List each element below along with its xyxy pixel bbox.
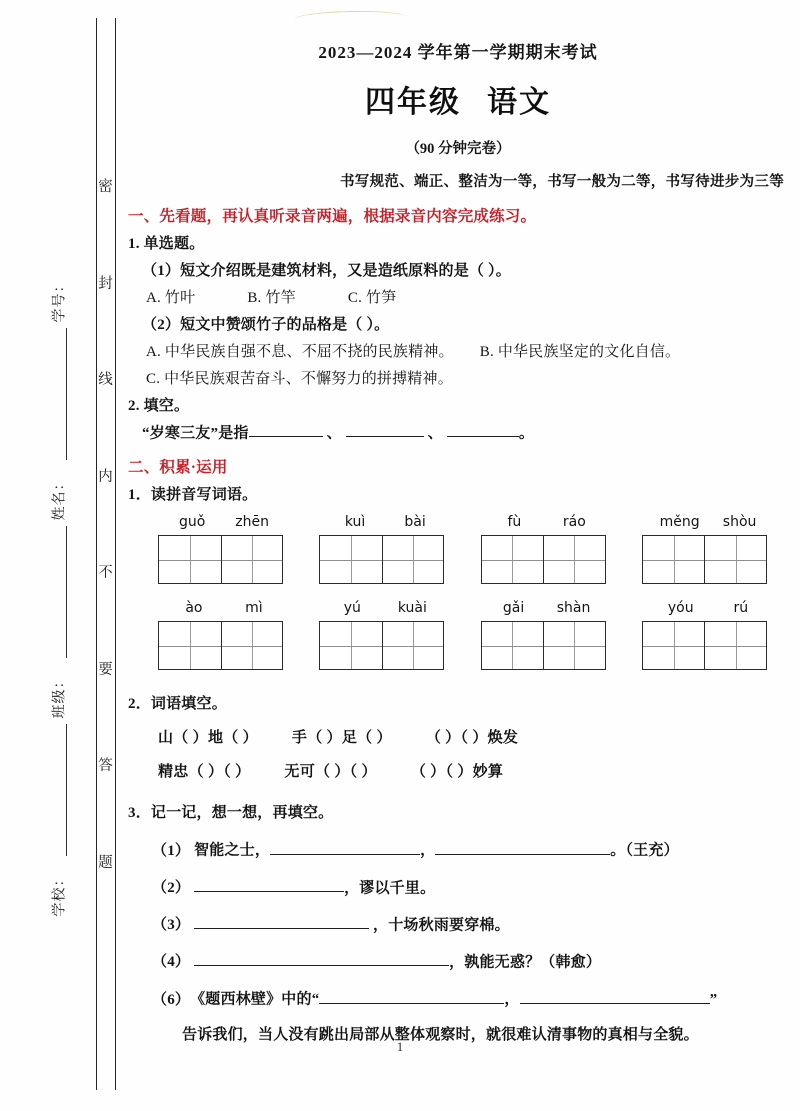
student-school-label: 学校： <box>52 871 68 917</box>
grid-cell[interactable] <box>382 536 444 583</box>
question-2-title: 2. 填空。 <box>128 398 190 414</box>
pinyin-syllable: měng <box>659 514 700 531</box>
question-2-prefix: “岁寒三友”是指 <box>142 425 249 442</box>
answer-blank[interactable] <box>319 987 504 1003</box>
section-two-heading: 二、积累·运用 <box>128 459 228 477</box>
student-class-field[interactable] <box>36 666 86 726</box>
grid-cell[interactable] <box>482 536 544 583</box>
pinyin-row <box>128 600 788 670</box>
pinyin-label <box>158 514 290 530</box>
pinyin-syllable: guǒ <box>178 514 206 531</box>
grid-cell[interactable] <box>543 622 605 669</box>
idiom-row <box>158 760 788 781</box>
grid-cell[interactable] <box>159 622 221 669</box>
character-grid[interactable] <box>481 621 606 670</box>
option-c[interactable]: C. 竹笋 <box>347 290 397 306</box>
fill-in-item <box>152 987 788 1008</box>
grid-cell[interactable] <box>482 622 544 669</box>
seal-char: 密 <box>98 179 113 195</box>
answer-blank[interactable] <box>447 421 519 437</box>
grid-cell[interactable] <box>320 622 382 669</box>
pinyin-syllable: bài <box>404 514 426 531</box>
section-two-question-2-title: 2．词语填空。 <box>128 696 227 713</box>
pinyin-label <box>481 600 613 616</box>
seal-char: 封 <box>98 275 113 292</box>
pinyin-syllable: zhēn <box>235 514 269 531</box>
seal-char: 不 <box>98 565 113 581</box>
pinyin-syllable: ráo <box>562 514 586 531</box>
answer-blank[interactable] <box>194 876 344 892</box>
item-text-after: 。（王充） <box>610 842 679 859</box>
question-2-stem <box>142 421 788 442</box>
pinyin-label <box>158 600 290 616</box>
item-text-before: 智能之士， <box>194 842 271 859</box>
idiom-item[interactable]: 无可（ ）（ ） <box>284 764 377 781</box>
section-two-question-3-title: 3．记一记，想一想，再填空。 <box>128 805 334 822</box>
character-grid[interactable] <box>481 535 606 584</box>
answer-blank[interactable] <box>194 913 369 929</box>
character-grid[interactable] <box>158 535 283 584</box>
student-name-field[interactable] <box>36 468 86 528</box>
grid-cell[interactable] <box>221 622 283 669</box>
option-a[interactable]: A. 中华民族自强不息、不屈不挠的民族精神。 <box>146 344 454 360</box>
section-two-question-1-title: 1．读拼音写词语。 <box>128 487 258 504</box>
duration-note: （90 分钟完卷） <box>405 141 511 157</box>
item-text-mid: ， <box>420 842 436 859</box>
answer-blank[interactable] <box>520 987 710 1003</box>
item-text-after: ，十场秋雨要穿棉。 <box>373 917 510 934</box>
seal-char: 答 <box>98 758 113 774</box>
seal-line-inner <box>115 18 116 1090</box>
handwriting-grading-note: 书写规范、端正、整洁为一等，书写一般为二等，书写待进步为三等 <box>340 174 784 190</box>
seal-char: 题 <box>98 854 113 871</box>
pinyin-item <box>319 600 451 670</box>
item-number: （1） <box>152 842 191 859</box>
character-grid[interactable] <box>319 621 444 670</box>
student-school-field[interactable] <box>36 864 86 924</box>
pinyin-syllable: rú <box>733 600 749 617</box>
pinyin-item <box>481 600 613 670</box>
pinyin-item <box>481 514 613 584</box>
pinyin-syllable: kuài <box>397 600 427 617</box>
student-id-writing-line[interactable] <box>66 328 67 460</box>
pinyin-row <box>128 514 788 584</box>
grid-cell[interactable] <box>221 536 283 583</box>
answer-blank[interactable] <box>346 421 424 437</box>
item-number: （2） <box>152 879 191 896</box>
seal-char: 要 <box>98 661 113 678</box>
item-text-after: ，孰能无惑？（韩愈） <box>449 954 602 971</box>
option-b[interactable]: B. 竹竿 <box>247 290 296 306</box>
pinyin-item <box>642 514 774 584</box>
closing-sentence: 告诉我们，当人没有跳出局部从整体观察时，就很难认清事物的真相与全貌。 <box>182 1026 699 1043</box>
question-1-2-options-row1 <box>146 340 788 361</box>
pinyin-item <box>319 514 451 584</box>
character-grid[interactable] <box>642 535 767 584</box>
student-name-writing-line[interactable] <box>66 526 67 658</box>
fill-in-item <box>152 913 788 934</box>
grid-cell[interactable] <box>543 536 605 583</box>
pinyin-syllable: shòu <box>722 514 757 531</box>
grade-label: 四年级 <box>365 86 461 119</box>
character-grid[interactable] <box>642 621 767 670</box>
pinyin-writing-exercise <box>128 514 788 670</box>
student-class-label: 班级： <box>52 673 68 719</box>
pinyin-label <box>642 514 774 530</box>
option-a[interactable]: A. 竹叶 <box>146 290 196 306</box>
student-id-label: 学号： <box>52 277 68 323</box>
item-number: （3） <box>152 917 191 934</box>
answer-blank[interactable] <box>249 421 323 437</box>
idiom-item[interactable]: 精忠（ ）（ ） <box>158 764 251 781</box>
exam-year-line: 2023—2024 学年第一学期期末考试 <box>318 43 598 62</box>
section-one-heading: 一、先看题，再认真听录音两遍，根据录音内容完成练习。 <box>128 208 537 225</box>
character-grid[interactable] <box>158 621 283 670</box>
idiom-item[interactable]: （ ）（ ）焕发 <box>425 730 519 747</box>
separator: 、 <box>326 425 342 442</box>
pinyin-item <box>158 600 290 670</box>
exam-content <box>128 0 788 1111</box>
subject-label: 语文 <box>487 86 551 119</box>
grid-cell[interactable] <box>643 536 705 583</box>
question-1-title: 1. 单选题。 <box>128 236 205 252</box>
answer-blank[interactable] <box>435 838 610 854</box>
item-text-after: ” <box>709 991 718 1008</box>
option-b[interactable]: B. 中华民族坚定的文化自信。 <box>479 344 681 360</box>
option-c[interactable]: C. 中华民族艰苦奋斗、不懈努力的拼搏精神。 <box>146 371 453 387</box>
question-1-1-stem: （1）短文介绍既是建筑材料，又是造纸原料的是（ ）。 <box>142 263 511 279</box>
item-text-before: 《题西林壁》中的“ <box>190 991 320 1008</box>
grid-cell[interactable] <box>159 536 221 583</box>
fill-in-item <box>152 950 788 971</box>
pinyin-label <box>642 600 774 616</box>
pinyin-syllable: fù <box>507 514 522 531</box>
item-number: （6） <box>152 991 191 1008</box>
pinyin-label <box>319 514 451 530</box>
question-1-2-options-row2 <box>146 367 788 388</box>
pinyin-item <box>642 600 774 670</box>
item-text-after: ，谬以千里。 <box>344 879 436 896</box>
student-name-label: 姓名： <box>52 475 68 521</box>
pinyin-syllable: shàn <box>556 600 591 617</box>
student-class-writing-line[interactable] <box>66 724 67 856</box>
item-text-mid: ， <box>504 991 520 1008</box>
pinyin-syllable: ào <box>185 600 203 617</box>
page-title <box>128 77 788 121</box>
pinyin-label <box>319 600 451 616</box>
idiom-item[interactable]: 手（ ）足（ ） <box>291 730 392 747</box>
seal-line-text <box>96 180 115 870</box>
pinyin-syllable: yóu <box>667 600 694 617</box>
grid-cell[interactable] <box>643 622 705 669</box>
pinyin-syllable: kuì <box>344 514 366 531</box>
pinyin-label <box>481 514 613 530</box>
grid-cell[interactable] <box>704 622 766 669</box>
student-id-field[interactable] <box>36 270 86 330</box>
grid-cell[interactable] <box>704 536 766 583</box>
answer-blank[interactable] <box>194 950 449 966</box>
answer-blank[interactable] <box>270 838 420 854</box>
seal-char: 线 <box>98 372 113 388</box>
idiom-row <box>158 726 788 747</box>
question-1-2-stem: （2）短文中赞颂竹子的品格是（ ）。 <box>142 317 390 333</box>
idiom-item[interactable]: 山（ ）地（ ） <box>158 730 258 747</box>
page-number: 1 <box>396 1040 404 1054</box>
pinyin-item <box>158 514 290 584</box>
idiom-item[interactable]: （ ）（ ）妙算 <box>410 764 504 781</box>
separator: 、 <box>427 425 443 442</box>
question-1-1-options <box>146 286 788 307</box>
item-number: （4） <box>152 954 191 971</box>
pinyin-syllable: gǎi <box>502 600 525 617</box>
character-grid[interactable] <box>319 535 444 584</box>
grid-cell[interactable] <box>320 536 382 583</box>
seal-char: 内 <box>98 468 113 485</box>
student-info-column <box>36 150 86 940</box>
grid-cell[interactable] <box>382 622 444 669</box>
period: 。 <box>518 425 535 442</box>
fill-in-item <box>152 876 788 897</box>
pinyin-syllable: yú <box>343 600 361 617</box>
pinyin-syllable: mì <box>245 600 263 617</box>
fill-in-item <box>152 838 788 859</box>
